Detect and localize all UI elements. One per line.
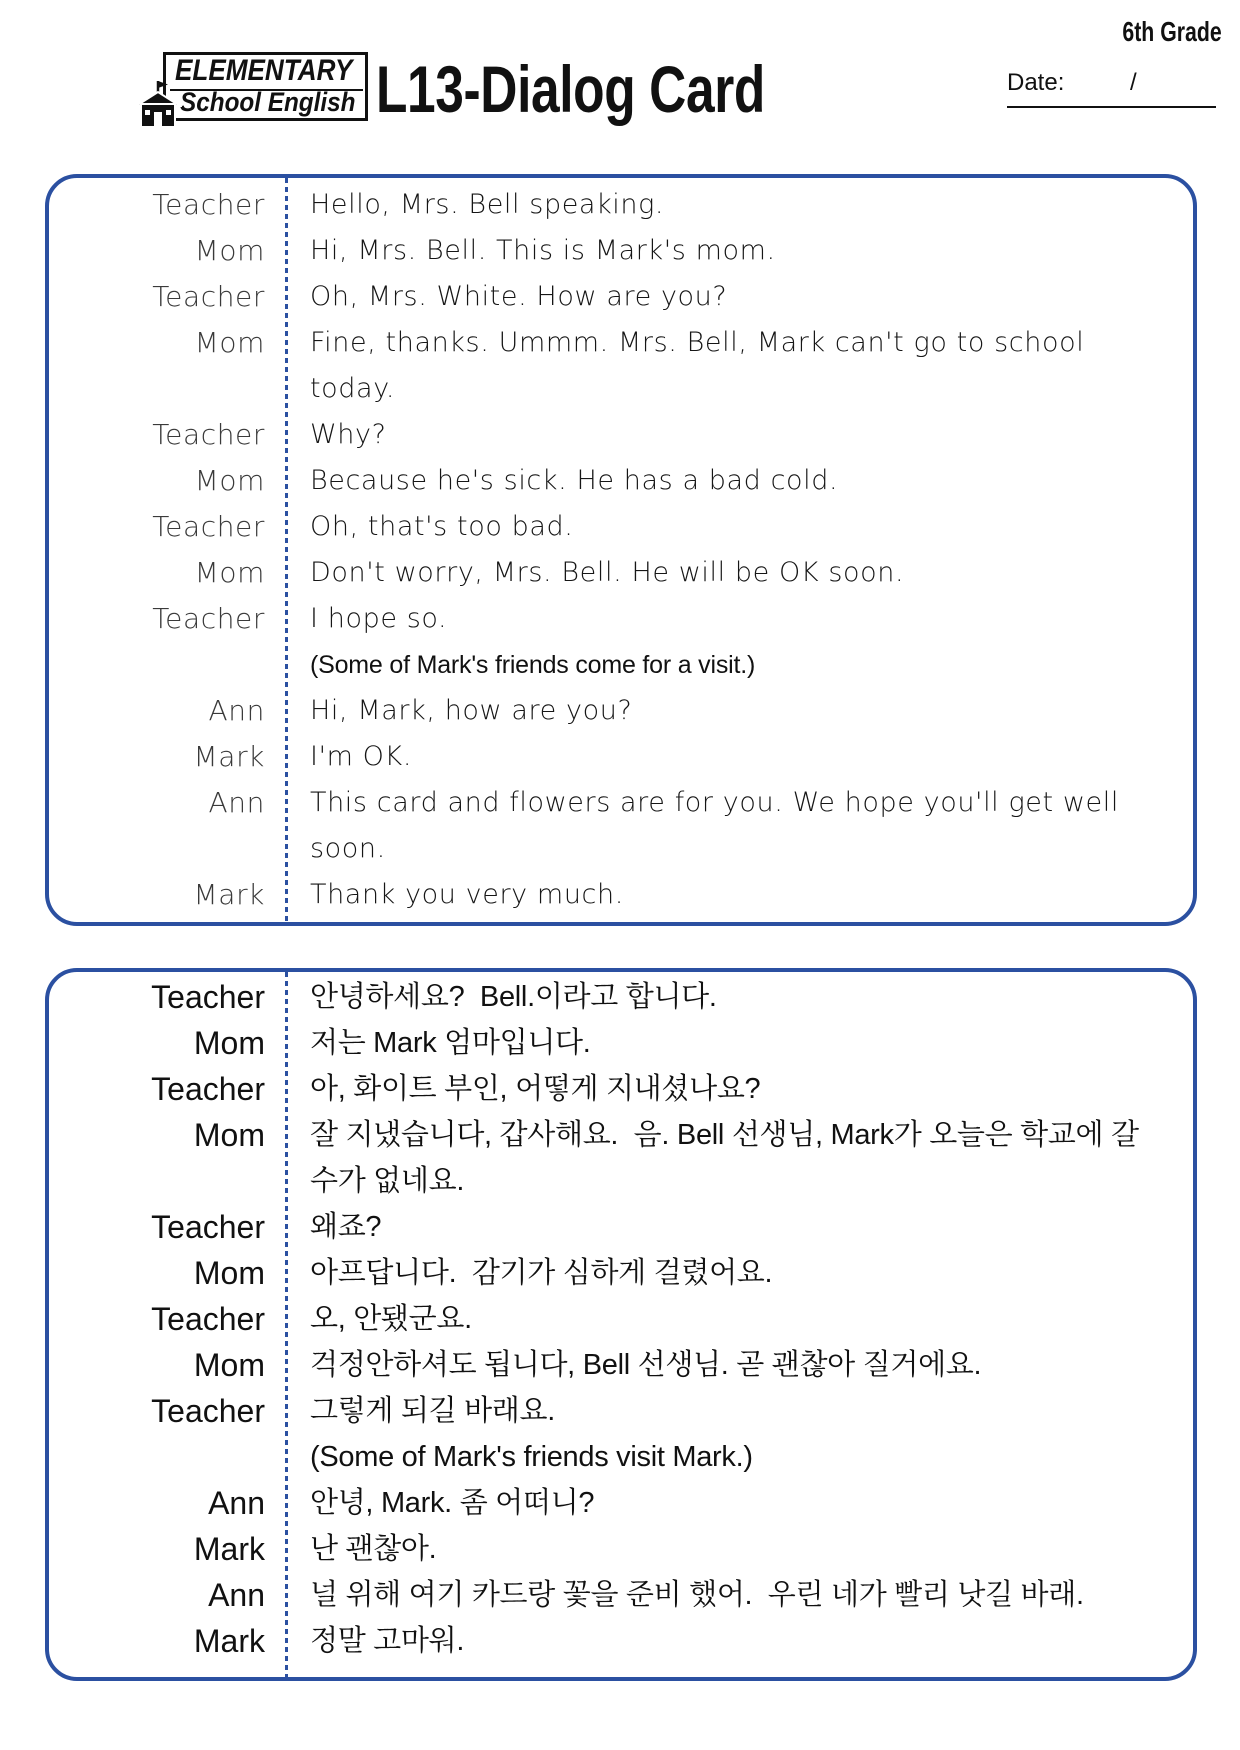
speaker-label: Mom [194,556,265,589]
speaker-label: Teacher [152,280,265,313]
dialog-text: I hope so. [310,603,448,634]
speaker-spacer [49,826,265,872]
dialog-text: This card and flowers are for you. We hope you'll get well [310,787,1119,818]
speaker-label: Teacher [152,188,265,221]
speaker-label: Ann [208,694,265,727]
dialog-text: 오, 안됐군요. [310,1303,472,1335]
speaker-label: Teacher [151,1071,265,1107]
english-dialog-card [45,174,1197,926]
stage-direction: (Some of Mark's friends visit Mark.) [310,1441,753,1473]
dialog-line [49,1066,1193,1112]
speaker-label: Teacher [151,1301,265,1337]
speaker-label: Mom [194,326,265,359]
dialog-line-continued [49,826,1193,872]
dialog-text: Don't worry, Mrs. Bell. He will be OK soon. [310,557,905,588]
dialog-line-continued [49,366,1193,412]
dialog-line [49,458,1193,504]
dialog-text: Thank you very much. [310,879,624,910]
speaker-label: Ann [208,1577,265,1613]
speaker-label: Teacher [152,418,265,451]
dialog-line [49,780,1193,826]
dialog-line [49,596,1193,642]
dialog-line-continued [49,1158,1193,1204]
speaker-label: Mark [193,1623,265,1659]
dialog-text: Why? [310,419,387,450]
dialog-text: Oh, that's too bad. [310,511,574,542]
speaker-label: Mark [193,1531,265,1567]
dialog-text: 아프답니다. 감기가 심하게 걸렸어요. [310,1257,773,1289]
dialog-line [49,412,1193,458]
dialog-text: 저는 Mark 엄마입니다. [310,1027,591,1059]
page-title: L13-Dialog Card [376,52,765,126]
dialog-line [49,1342,1193,1388]
dialog-line [49,228,1193,274]
dialog-text: 안녕하세요? Bell.이라고 합니다. [310,981,717,1013]
dialog-text: 왜죠? [310,1211,382,1243]
speaker-label: Mark [193,878,265,911]
speaker-spacer [49,1434,265,1480]
speaker-label: Mom [194,464,265,497]
dialog-text-continued: 수가 없네요. [310,1165,465,1197]
speaker-label: Mom [193,1347,265,1383]
dialog-line [49,872,1193,918]
dialog-text: 안녕, Mark. 좀 어떠니? [310,1487,595,1519]
speaker-label: Teacher [151,979,265,1015]
dialog-line [49,320,1193,366]
dialog-text: 난 괜찮아. [310,1533,437,1565]
dialog-line [49,974,1193,1020]
stage-direction-line [49,1434,1193,1480]
speaker-label: Teacher [152,510,265,543]
speaker-spacer [49,642,265,688]
speaker-label: Teacher [152,602,265,635]
speaker-label: Ann [208,1485,265,1521]
dialog-text: I'm OK. [310,741,413,772]
dialog-line [49,1480,1193,1526]
speaker-label: Mom [194,234,265,267]
dialog-line [49,550,1193,596]
dialog-line [49,1204,1193,1250]
logo-text-elementary: ELEMENTARY [175,54,353,87]
dialog-line [49,1250,1193,1296]
dialog-line [49,734,1193,780]
logo-text-school-english: School English [180,87,356,117]
grade-label: 6th Grade [1122,16,1222,47]
dialog-line [49,1112,1193,1158]
stage-direction-line [49,642,1193,688]
speaker-label: Teacher [151,1209,265,1245]
dialog-text: Because he's sick. He has a bad cold. [310,465,839,496]
dialog-line [49,504,1193,550]
date-separator: / [1130,69,1137,96]
date-underline [1007,106,1216,108]
speaker-label: Ann [208,786,265,819]
dialog-text: Fine, thanks. Ummm. Mrs. Bell, Mark can't go to school [310,327,1085,358]
dialog-text-continued: soon. [310,833,386,864]
speaker-spacer [49,1158,265,1204]
dialog-text: Hello, Mrs. Bell speaking. [310,189,665,220]
dialog-line [49,1388,1193,1434]
dialog-line [49,1526,1193,1572]
dialog-text: 아, 화이트 부인, 어떻게 지내셨나요? [310,1073,761,1105]
dialog-text: 잘 지냈습니다, 갑사해요. 음. Bell 선생님, Mark가 오늘은 학교에 갈 [310,1119,1139,1151]
dialog-text: 걱정안하셔도 됩니다, Bell 선생님. 곧 괜찮아 질거에요. [310,1349,982,1381]
dialog-line [49,274,1193,320]
speaker-label: Mom [193,1255,265,1291]
dialog-text: Oh, Mrs. White. How are you? [310,281,728,312]
dialog-line [49,1296,1193,1342]
stage-direction: (Some of Mark's friends come for a visit.) [310,651,756,679]
speaker-label: Mark [193,740,265,773]
dialog-text: 그렇게 되길 바래요. [310,1395,555,1427]
dialog-text: 정말 고마워. [310,1625,465,1657]
dialog-line [49,688,1193,734]
speaker-spacer [49,366,265,412]
speaker-label: Mom [193,1117,265,1153]
korean-dialog-card [45,968,1197,1681]
dialog-line [49,1618,1193,1664]
speaker-label: Mom [193,1025,265,1061]
speaker-label: Teacher [151,1393,265,1429]
school-house-icon [134,79,182,129]
date-label: Date: [1007,69,1065,96]
dialog-text-continued: today. [310,373,396,404]
dialog-text: Hi, Mrs. Bell. This is Mark's mom. [310,235,776,266]
dialog-line [49,1020,1193,1066]
dialog-line [49,1572,1193,1618]
dialog-text: 널 위해 여기 카드랑 꽃을 준비 했어. 우린 네가 빨리 낫길 바래. [310,1579,1084,1611]
dialog-line [49,182,1193,228]
dialog-text: Hi, Mark, how are you? [310,695,633,726]
